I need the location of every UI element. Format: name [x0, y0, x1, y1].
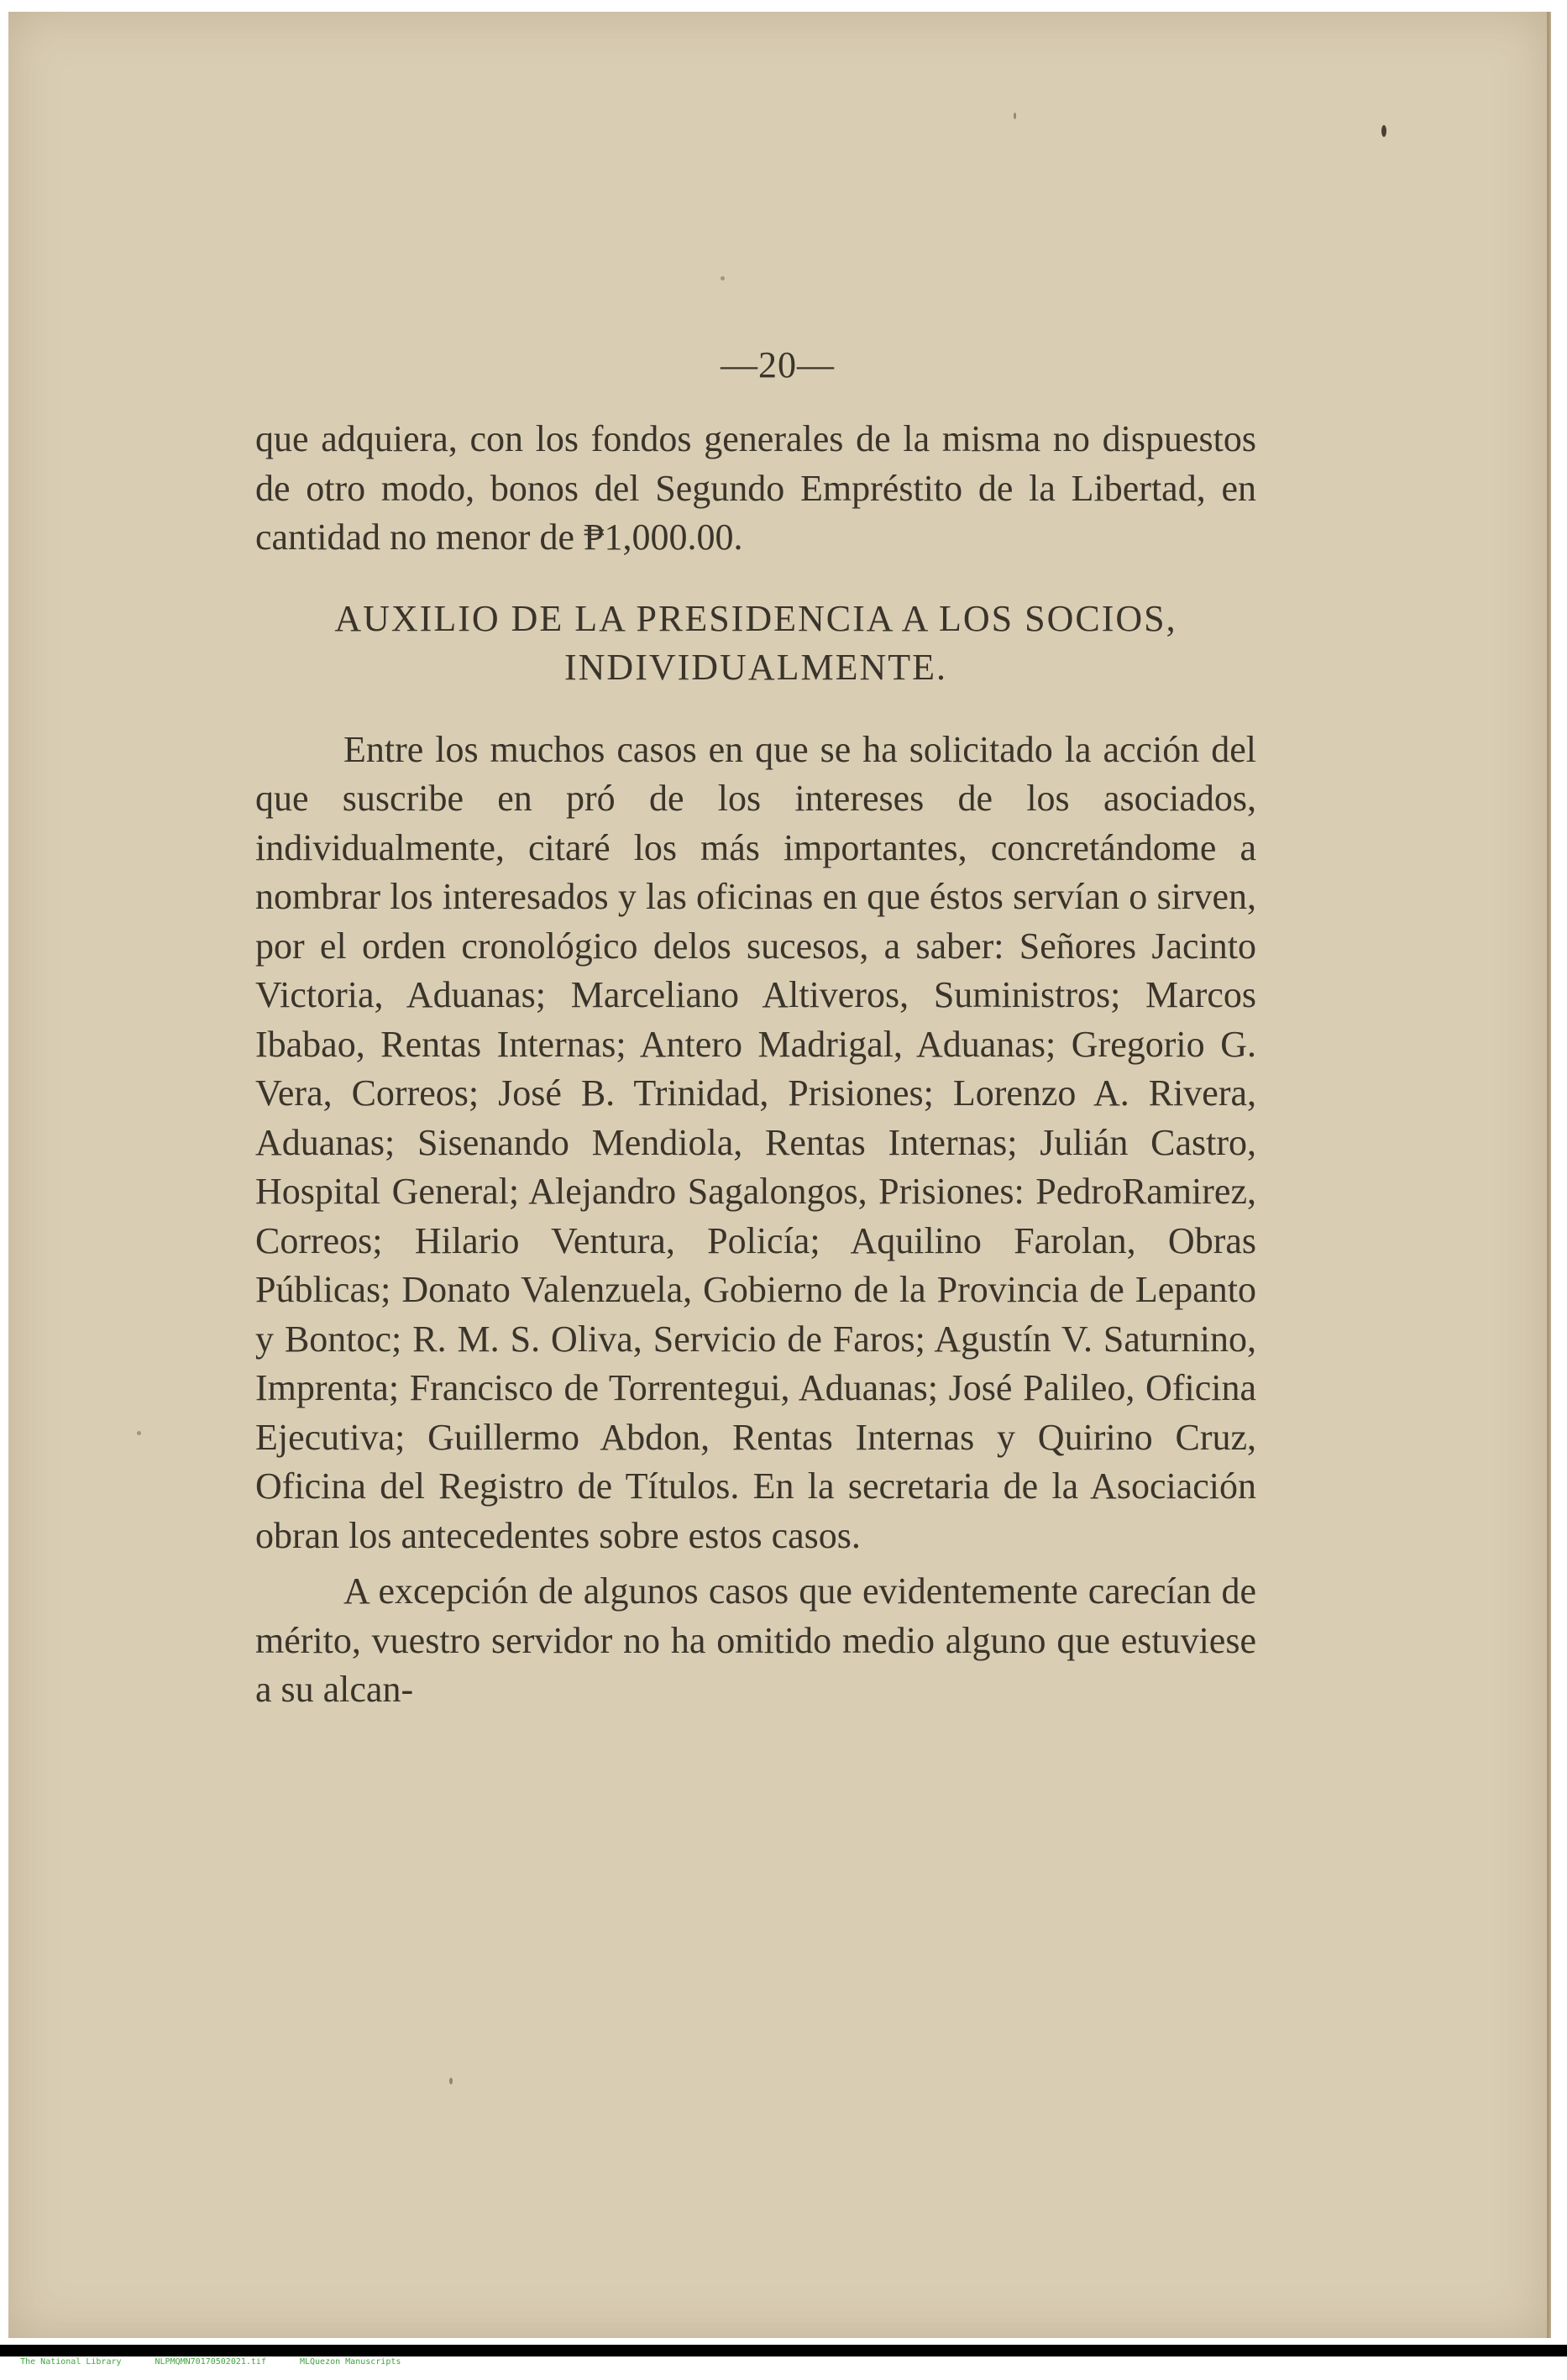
footer-file-id: NLPMQMN70170502021.tif: [155, 2357, 266, 2367]
ink-speck: [1014, 113, 1016, 119]
ink-speck: [1381, 125, 1386, 137]
paragraph-closing: A excepción de algunos casos que evidentemente carecían de mérito, vuestro servidor no ha omitido medio alguno que estuviese a su alcan-: [255, 1570, 1256, 1710]
ink-speck: [449, 2078, 453, 2084]
paragraph-members-list: Entre los muchos casos en que se ha solicitado la acción del que suscribe en pró de los intereses de los asociados, individualmente, citaré los más importantes, concretándome a nombrar los interesados y las oficinas en que éstos servían o sirven, por el orden cronológico delos sucesos, a saber: Señores Jacinto Victoria, Aduanas; Marceliano Altiveros, Suministros; Marcos Ibabao, Rentas Internas; Antero Madrigal, Aduanas; Gregorio G. Vera, Correos; José B. Trinidad, Prisiones; Lorenzo A. Rivera, Aduanas; Sisenando Mendiola, Rentas Internas; Julián Castro, Hospital General; Alejandro Sagalongos, Prisiones: PedroRamirez, Correos; Hilario Ventura, Policía; Aquilino Farolan, Obras Públicas; Donato Valenzuela, Gobierno de la Provincia de Lepanto y Bontoc; R. M. S. Oliva, Servicio de Faros; Agustín V. Saturnino, Imprenta; Francisco de Torrentegui, Aduanas; José Palileo, Oficina Ejecutiva; Guillermo Abdon, Rentas Internas y Quirino Cruz, Oficina del Registro de Títulos. En la secretaria de la Asociación obran los antecedentes sobre estos casos.: [255, 728, 1256, 1556]
footer-library: The National Library: [20, 2357, 122, 2367]
body-text: [255, 415, 1256, 1715]
intro-paragraph: que adquiera, con los fondos generales de la misma no dispuestos de otro modo, bonos del Segundo Empréstito de la Libertad, en cantidad no menor de ₱1,000.00.: [255, 418, 1256, 558]
archive-footer-bar: [0, 2345, 1567, 2367]
ink-speck: [137, 1431, 141, 1435]
ink-speck: [721, 276, 725, 280]
page-number: —20—: [721, 344, 835, 385]
section-heading: AUXILIO DE LA PRESIDENCIA A LOS SOCIOS, INDIVIDUALMENTE.: [334, 597, 1177, 688]
footer-collection: MLQuezon Manuscripts: [299, 2357, 401, 2367]
